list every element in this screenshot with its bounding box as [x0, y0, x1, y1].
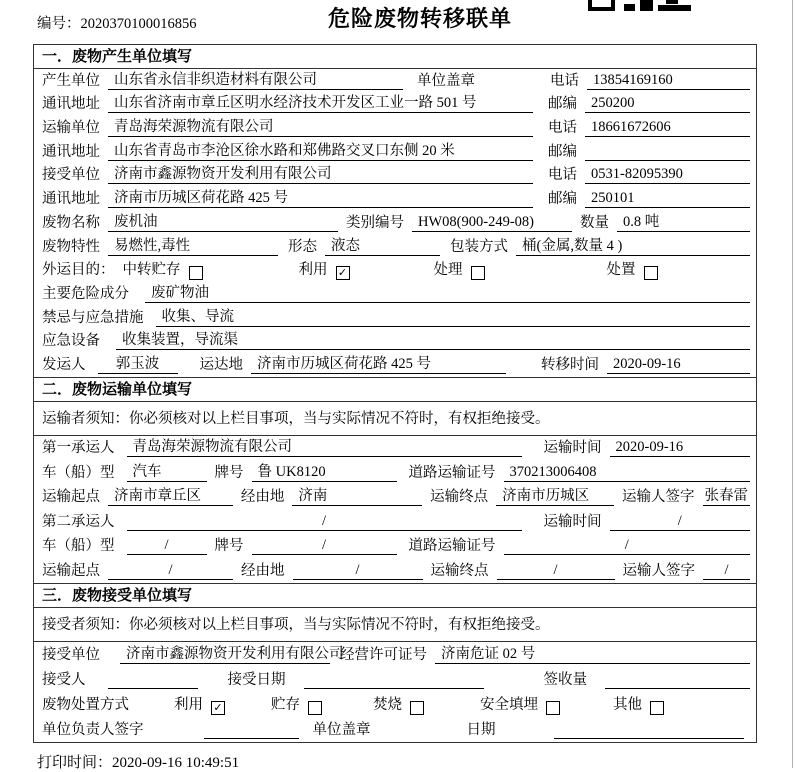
address-label: 通讯地址	[42, 191, 100, 208]
disposal-option-landfill	[480, 697, 560, 714]
row-waste-name	[34, 211, 756, 235]
qr-block	[666, 0, 678, 4]
unit-stamp-label: 单位盖章	[417, 72, 475, 89]
receiver-notice: 接受者须知：你必须核对以上栏目事项，当与实际情况不符时，有权拒绝接受。	[34, 608, 756, 642]
vehicle-type-value: 汽车	[127, 464, 207, 482]
row-transporter-address	[34, 140, 756, 164]
qr-block	[658, 5, 691, 11]
serial-number	[37, 12, 197, 33]
qr-code-fragment	[588, 0, 694, 11]
license-value: 济南危证 02 号	[435, 646, 750, 664]
transporter-phone-value: 18661672606	[585, 119, 750, 137]
date-label: 日期	[466, 721, 496, 738]
equipment-label: 应急设备	[42, 333, 100, 350]
road-permit-label: 道路运输证号	[408, 464, 496, 481]
road-permit-label: 道路运输证号	[408, 538, 496, 555]
route-start-label: 运输起点	[42, 489, 100, 506]
checkbox-transfer-storage	[189, 266, 203, 280]
row-receiving-unit	[34, 642, 756, 667]
section-2-header: 二．废物运输单位填写	[34, 378, 756, 402]
row-first-vehicle	[34, 460, 756, 485]
row-first-route	[34, 485, 756, 510]
plate-value: 鲁 UK8120	[252, 464, 397, 482]
route-end-label: 运输终点	[430, 562, 489, 579]
option-label: 利用	[174, 696, 203, 713]
checkbox-disposal-other	[650, 701, 664, 715]
route-end-value: /	[497, 562, 615, 580]
responsible-sign-value	[204, 722, 299, 739]
carrier-sign-label: 运输人签字	[622, 562, 695, 579]
disposal-option-incinerate	[373, 697, 424, 714]
section-3-header: 三．废物接受单位填写	[34, 584, 756, 608]
row-waste-traits	[34, 235, 756, 259]
equipment-value: 收集装置，导流渠	[116, 332, 750, 350]
received-qty-value	[605, 672, 750, 689]
section-1-header: 一．废物产生单位填写	[34, 45, 756, 69]
row-producer-address	[34, 93, 756, 117]
carrier-sign-value: 张春雷	[704, 488, 748, 505]
route-start-label: 运输起点	[42, 562, 100, 579]
row-responsible-sign	[34, 717, 756, 742]
responsible-sign-label: 单位负责人签字	[42, 721, 144, 738]
row-taboo-measures	[34, 306, 756, 330]
disposal-option-storage	[271, 697, 322, 714]
waste-name-value: 废机油	[108, 214, 338, 232]
row-purpose	[34, 259, 756, 283]
first-carrier-value: 青岛海荣源物流有限公司	[127, 439, 522, 457]
option-label: 贮存	[271, 696, 300, 713]
first-carrier-label: 第一承运人	[42, 440, 115, 457]
dispatcher-value: 郭玉波	[98, 356, 178, 374]
row-emergency-equipment	[34, 330, 756, 354]
transfer-time-label: 转移时间	[541, 356, 599, 373]
vehicle-type-value: /	[127, 537, 207, 555]
second-carrier-value: /	[127, 513, 522, 531]
serial-label: 编号：	[37, 16, 81, 32]
carrier-sign-value: /	[703, 562, 750, 580]
serial-value: 2020370100016856	[80, 16, 197, 32]
checkbox-utilize: ✓	[336, 266, 350, 280]
form-state-value: 液态	[325, 238, 440, 256]
hazard-value: 废矿物油	[145, 285, 750, 303]
form-state-label: 形态	[288, 238, 317, 255]
receiver-value: 济南市鑫源物资开发利用有限公司	[108, 166, 533, 184]
address-label: 通讯地址	[42, 96, 100, 113]
row-dispatch	[34, 353, 756, 377]
row-first-carrier	[34, 436, 756, 461]
taboo-value: 收集、导流	[156, 309, 751, 327]
producer-value: 山东省永信非织造材料有限公司	[108, 72, 403, 90]
receiver-zip-value: 250101	[585, 190, 750, 208]
transport-time-value: 2020-09-16	[610, 439, 751, 457]
purpose-option-treat	[434, 262, 485, 279]
zip-label: 邮编	[548, 143, 577, 160]
vehicle-type-label: 车（船）型	[42, 538, 115, 555]
plate-value: /	[252, 537, 397, 555]
option-label: 利用	[298, 262, 328, 279]
unit-stamp-label: 单位盖章	[312, 721, 371, 738]
row-second-route	[34, 558, 756, 583]
via-value: /	[293, 562, 423, 580]
receiver-person-value	[108, 672, 198, 689]
via-label: 经由地	[240, 489, 285, 506]
receive-date-label: 接受日期	[227, 671, 286, 688]
option-label: 焚烧	[373, 696, 402, 713]
purpose-option-dispose	[607, 262, 658, 279]
transfer-time-value: 2020-09-16	[607, 356, 750, 374]
receive-date-value	[304, 672, 484, 689]
second-carrier-label: 第二承运人	[42, 513, 115, 530]
page-edge-line	[792, 0, 793, 768]
section-producer	[33, 44, 757, 378]
row-producer-unit	[34, 69, 756, 93]
qr-block	[588, 0, 615, 11]
package-label: 包装方式	[450, 238, 508, 255]
plate-label: 牌号	[214, 464, 244, 481]
form-title: 危险废物转移联单	[328, 6, 513, 31]
receiving-unit-value: 济南市鑫源物资开发利用有限公司	[120, 646, 330, 664]
row-receiver-unit	[34, 164, 756, 188]
receiver-label: 接受单位	[42, 167, 100, 184]
dispatcher-label: 发运人	[42, 356, 86, 373]
waste-name-label: 废物名称	[42, 214, 100, 231]
vehicle-type-label: 车（船）型	[42, 464, 115, 481]
traits-label: 废物特性	[42, 238, 100, 255]
purpose-option-transfer-storage	[123, 262, 203, 279]
section-receiver	[33, 583, 757, 743]
producer-address-value: 山东省济南市章丘区明水经济技术开发区工业一路 501 号	[108, 95, 533, 113]
checkbox-dispose	[644, 266, 658, 280]
option-label: 处置	[606, 262, 636, 279]
address-label: 通讯地址	[42, 143, 100, 160]
disposal-option-utilize	[174, 697, 225, 714]
transport-time-label: 运输时间	[543, 513, 602, 530]
via-label: 经由地	[241, 562, 285, 579]
package-value: 桶(金属,数量 4 )	[516, 238, 750, 256]
route-start-value: 济南市章丘区	[108, 488, 233, 506]
row-receiver-person	[34, 667, 756, 692]
phone-label: 电话	[548, 167, 577, 184]
disposal-method-label: 废物处置方式	[42, 696, 129, 713]
purpose-label: 外运目的：	[42, 262, 115, 279]
print-time-label: 打印时间：	[37, 754, 113, 771]
checkbox-disposal-storage	[308, 701, 322, 715]
row-second-vehicle	[34, 534, 756, 559]
hazard-label: 主要危险成分	[42, 285, 129, 302]
option-label: 安全填埋	[480, 696, 538, 713]
option-label: 处理	[433, 262, 463, 279]
category-value: HW08(900-249-08)	[412, 214, 572, 232]
receiver-phone-value: 0531-82095390	[585, 166, 750, 184]
zip-label: 邮编	[548, 96, 577, 113]
transporter-value: 青岛海荣源物流有限公司	[108, 119, 533, 137]
row-receiver-address	[34, 187, 756, 211]
route-end-label: 运输终点	[430, 489, 489, 506]
receiving-unit-label: 接受单位	[42, 646, 100, 663]
category-label: 类别编号	[346, 214, 404, 231]
road-permit-value: 370213006408	[504, 464, 751, 482]
transport-time-label: 运输时间	[543, 440, 602, 457]
qr-block	[640, 0, 653, 11]
purpose-option-utilize	[299, 262, 350, 279]
quantity-label: 数量	[580, 214, 609, 231]
checkbox-disposal-incinerate	[410, 701, 424, 715]
quantity-value: 0.8 吨	[617, 214, 750, 232]
transporter-notice: 运输者须知：你必须核对以上栏目事项，当与实际情况不符时，有权拒绝接受。	[34, 402, 756, 436]
phone-label: 电话	[550, 72, 579, 89]
row-second-carrier	[34, 509, 756, 534]
route-start-value: /	[108, 562, 233, 580]
phone-label: 电话	[548, 120, 577, 137]
date-value	[554, 722, 744, 739]
producer-label: 产生单位	[42, 72, 100, 89]
option-label: 中转贮存	[122, 262, 181, 279]
checkbox-disposal-landfill	[546, 701, 560, 715]
receiver-person-label: 接受人	[42, 671, 86, 688]
taboo-label: 禁忌与应急措施	[42, 309, 144, 326]
row-disposal-method	[34, 692, 756, 717]
row-hazard-component	[34, 282, 756, 306]
row-transporter-unit	[34, 116, 756, 140]
producer-phone-value: 13854169160	[587, 72, 750, 90]
traits-value: 易燃性,毒性	[108, 238, 278, 256]
carrier-sign-label: 运输人签字	[622, 489, 695, 506]
zip-label: 邮编	[548, 191, 577, 208]
section-transporter	[33, 377, 757, 584]
route-end-value: 济南市历城区	[496, 488, 614, 506]
producer-zip-value: 250200	[585, 95, 750, 113]
disposal-option-other	[613, 697, 664, 714]
transporter-label: 运输单位	[42, 120, 100, 137]
destination-value: 济南市历城区荷花路 425 号	[251, 356, 506, 374]
via-value: 济南	[292, 488, 422, 506]
transport-time-value: /	[610, 513, 751, 531]
received-qty-label: 签收量	[543, 671, 587, 688]
license-label: 经营许可证号	[340, 646, 427, 663]
qr-block	[624, 4, 635, 11]
transporter-address-value: 山东省青岛市李沧区徐水路和郑佛路交叉口东侧 20 米	[108, 143, 533, 161]
plate-label: 牌号	[214, 538, 244, 555]
option-label: 其他	[613, 696, 642, 713]
destination-label: 运达地	[199, 356, 243, 373]
print-time	[37, 751, 796, 772]
print-time-value: 2020-09-16 10:49:51	[112, 754, 240, 771]
road-permit-value: /	[504, 537, 751, 555]
page-header	[0, 0, 796, 45]
transporter-zip-value	[585, 144, 750, 161]
checkbox-disposal-utilize: ✓	[211, 701, 225, 715]
manifest-table	[33, 44, 757, 743]
receiver-address-value: 济南市历城区荷花路 425 号	[108, 190, 533, 208]
checkbox-treat	[471, 266, 485, 280]
